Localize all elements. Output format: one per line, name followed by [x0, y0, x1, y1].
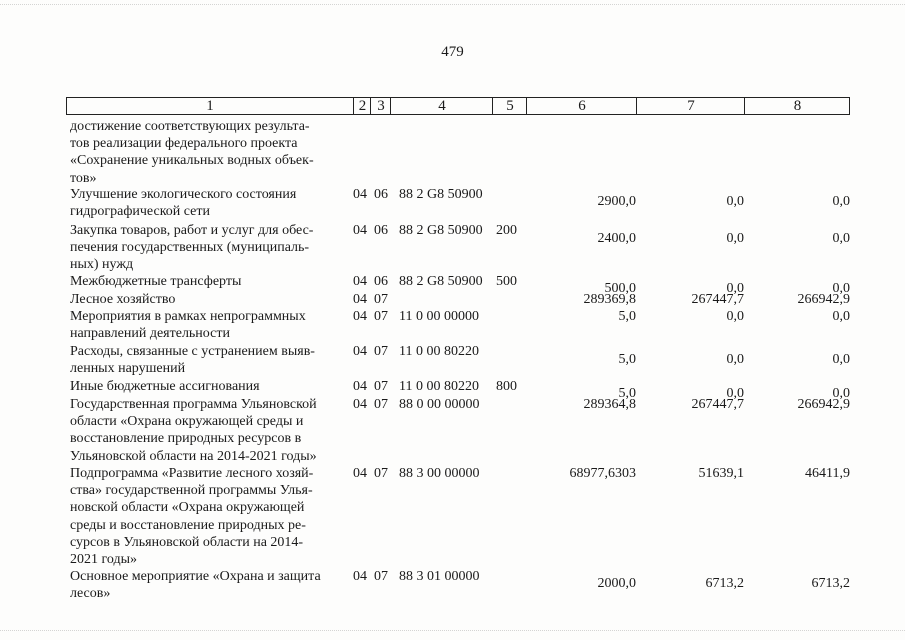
- header-col-8: 8: [744, 98, 850, 114]
- row-name-line: печения государственных (муниципаль-: [70, 240, 310, 256]
- row-cell-c4: 88 0 00 00000: [399, 397, 480, 412]
- row-name-line: ства» государственной программы Улья-: [70, 483, 313, 499]
- row-cell-c8: 0,0: [832, 386, 850, 401]
- row-name-line: области «Охрана окружающей среды и: [70, 414, 304, 430]
- row-cell-c6: 2400,0: [597, 231, 636, 246]
- row-cell-c3: 07: [374, 569, 388, 584]
- row-cell-c6: 289369,8: [583, 292, 636, 307]
- scan-artifact-top: [0, 4, 905, 7]
- row-name-line: ленных нарушений: [70, 361, 186, 377]
- row-cell-c4: 11 0 00 80220: [399, 379, 479, 394]
- row-name-line: гидрографической сети: [70, 204, 210, 220]
- row-cell-c5: 200: [496, 223, 517, 238]
- header-col-6: 6: [526, 98, 637, 114]
- row-cell-c7: 0,0: [726, 231, 744, 246]
- row-cell-c8: 0,0: [832, 309, 850, 324]
- row-cell-c8: 6713,2: [811, 576, 850, 591]
- row-cell-c6: 5,0: [618, 309, 636, 324]
- row-cell-c2: 04: [353, 569, 367, 584]
- header-col-2: 2: [353, 98, 371, 114]
- row-cell-c2: 04: [353, 274, 367, 289]
- row-name: [70, 378, 346, 395]
- row-cell-c6: 500,0: [604, 281, 636, 296]
- row-name-line: восстановление природных ресурсов в: [70, 431, 302, 447]
- scan-artifact-bottom: [0, 630, 905, 633]
- row-name-line: Иные бюджетные ассигнования: [70, 379, 260, 394]
- row-cell-c6: 5,0: [618, 386, 636, 401]
- row-name: [70, 308, 346, 342]
- row-cell-c4: 88 3 00 00000: [399, 466, 480, 481]
- row-name: [70, 186, 346, 220]
- row-cell-c8: 0,0: [832, 194, 850, 209]
- row-cell-c8: 0,0: [832, 352, 850, 367]
- row-cell-c8: 0,0: [832, 281, 850, 296]
- row-cell-c8: 266942,9: [797, 292, 850, 307]
- row-cell-c5: 800: [496, 379, 517, 394]
- header-col-1: 1: [206, 98, 214, 114]
- page-number: 479: [441, 44, 464, 60]
- row-name-line: Лесное хозяйство: [70, 292, 176, 307]
- row-name: [70, 222, 346, 274]
- row-name-line: «Сохранение уникальных водных объек-: [70, 153, 314, 169]
- row-cell-c7: 6713,2: [705, 576, 744, 591]
- row-cell-c3: 07: [374, 379, 388, 394]
- row-cell-c3: 07: [374, 309, 388, 324]
- row-name-line: среды и восстановление природных ре-: [70, 517, 306, 533]
- header-col-4: 4: [390, 98, 493, 114]
- row-cell-c3: 07: [374, 466, 388, 481]
- row-name: [70, 465, 346, 568]
- row-cell-c6: 2000,0: [597, 576, 636, 591]
- row-cell-c8: 266942,9: [797, 397, 850, 412]
- row-name-line: новской области «Охрана окружающей: [70, 500, 305, 516]
- row-name-line: тов»: [70, 170, 97, 186]
- row-cell-c3: 07: [374, 344, 388, 359]
- row-cell-c6: 2900,0: [597, 194, 636, 209]
- row-cell-c3: 06: [374, 223, 388, 238]
- row-cell-c2: 04: [353, 466, 367, 481]
- row-name: [70, 343, 346, 377]
- row-cell-c2: 04: [353, 187, 367, 202]
- row-cell-c3: 07: [374, 397, 388, 412]
- row-cell-c7: 0,0: [726, 194, 744, 209]
- row-name-line: Основное мероприятие «Охрана и защита: [70, 569, 321, 584]
- row-name-line: Мероприятия в рамках непрограммных: [70, 309, 306, 324]
- row-cell-c2: 04: [353, 397, 367, 412]
- row-name: [70, 396, 346, 465]
- row-name-line: 2021 годы»: [70, 552, 138, 568]
- row-cell-c5: 500: [496, 274, 517, 289]
- row-cell-c6: 68977,6303: [569, 466, 636, 481]
- row-name: [70, 291, 346, 308]
- row-name: [70, 118, 346, 187]
- row-name-line: Подпрограмма «Развитие лесного хозяй-: [70, 466, 314, 481]
- row-cell-c4: 88 2 G8 50900: [399, 274, 483, 289]
- row-cell-c4: 88 2 G8 50900: [399, 187, 483, 202]
- row-cell-c2: 04: [353, 223, 367, 238]
- row-cell-c2: 04: [353, 379, 367, 394]
- row-cell-c7: 0,0: [726, 309, 744, 324]
- row-name-line: достижение соответствующих результа-: [70, 119, 310, 134]
- row-cell-c7: 267447,7: [691, 397, 744, 412]
- row-name-line: Закупка товаров, работ и услуг для обес-: [70, 223, 314, 238]
- row-name-line: тов реализации федерального проекта: [70, 136, 298, 152]
- row-name-line: Ульяновской области на 2014-2021 годы»: [70, 448, 317, 464]
- row-name-line: сурсов в Ульяновской области на 2014-: [70, 534, 304, 550]
- row-cell-c3: 06: [374, 274, 388, 289]
- row-name-line: направлений деятельности: [70, 326, 230, 342]
- table-header: [66, 97, 850, 115]
- row-cell-c4: 11 0 00 80220: [399, 344, 479, 359]
- row-name-line: лесов»: [70, 586, 111, 602]
- header-col-7: 7: [636, 98, 745, 114]
- row-cell-c6: 5,0: [618, 352, 636, 367]
- row-name-line: Межбюджетные трансферты: [70, 274, 242, 289]
- row-cell-c6: 289364,8: [583, 397, 636, 412]
- row-name-line: ных) нужд: [70, 257, 134, 273]
- header-col-5: 5: [492, 98, 527, 114]
- row-cell-c7: 267447,7: [691, 292, 744, 307]
- row-cell-c2: 04: [353, 309, 367, 324]
- header-col-3: 3: [370, 98, 391, 114]
- row-cell-c3: 06: [374, 187, 388, 202]
- row-name: [70, 273, 346, 290]
- row-cell-c2: 04: [353, 344, 367, 359]
- row-cell-c7: 0,0: [726, 352, 744, 367]
- row-cell-c7: 51639,1: [698, 466, 744, 481]
- row-name-line: Расходы, связанные с устранением выяв-: [70, 344, 315, 359]
- row-cell-c7: 0,0: [726, 386, 744, 401]
- row-cell-c7: 0,0: [726, 281, 744, 296]
- row-name: [70, 568, 346, 602]
- row-cell-c4: 88 3 01 00000: [399, 569, 480, 584]
- row-cell-c2: 04: [353, 292, 367, 307]
- row-cell-c3: 07: [374, 292, 388, 307]
- row-cell-c8: 46411,9: [805, 466, 850, 481]
- row-cell-c4: 88 2 G8 50900: [399, 223, 483, 238]
- row-cell-c8: 0,0: [832, 231, 850, 246]
- row-name-line: Государственная программа Ульяновской: [70, 397, 317, 412]
- row-name-line: Улучшение экологического состояния: [70, 187, 297, 202]
- row-cell-c4: 11 0 00 00000: [399, 309, 479, 324]
